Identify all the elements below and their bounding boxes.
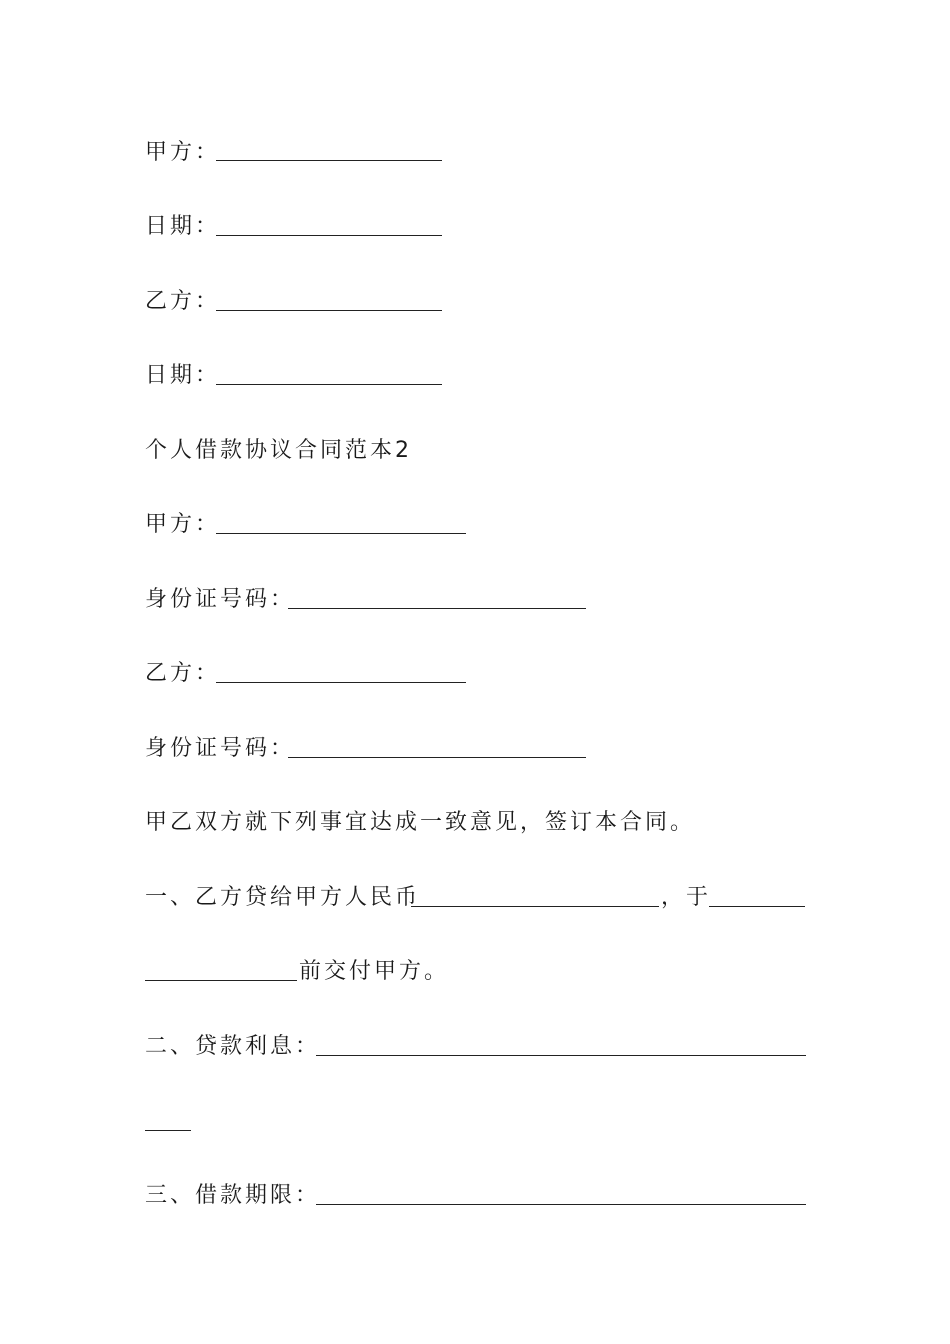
- agreement-sentence: 甲乙双方就下列事宜达成一致意见，签订本合同。: [145, 810, 696, 835]
- term-blank: [316, 1204, 806, 1205]
- party-b-label-2: 乙方：: [145, 661, 221, 686]
- clause-1-text: 一、乙方贷给甲方人民币: [145, 885, 421, 910]
- id-number-blank-2: [288, 757, 586, 758]
- party-b-label: 乙方：: [145, 289, 221, 314]
- id-number-blank: [288, 608, 586, 609]
- party-a-label: 甲方：: [145, 140, 221, 165]
- party-a-blank: [216, 160, 442, 161]
- interest-blank-continued: [145, 1130, 191, 1131]
- date-label-2: 日期：: [145, 363, 221, 388]
- section-title: 个人借款协议合同范本2: [145, 438, 412, 463]
- party-b-blank: [216, 310, 442, 311]
- party-a-blank-2: [216, 533, 466, 534]
- clause-1-ending: 前交付甲方。: [299, 959, 450, 984]
- party-b-blank-2: [216, 682, 466, 683]
- clause-2-label: 二、贷款利息：: [145, 1034, 321, 1059]
- date-label: 日期：: [145, 214, 221, 239]
- clause-3-label: 三、借款期限：: [145, 1183, 321, 1208]
- id-number-label-2: 身份证号码：: [145, 736, 296, 761]
- due-date-blank-continued: [145, 980, 297, 981]
- date-blank: [216, 235, 442, 236]
- due-date-blank: [709, 906, 805, 907]
- clause-1-connector: ，于: [661, 885, 712, 910]
- interest-blank: [316, 1055, 806, 1056]
- party-a-label-2: 甲方：: [145, 512, 221, 537]
- date-blank-2: [216, 384, 442, 385]
- id-number-label: 身份证号码：: [145, 587, 296, 612]
- amount-blank: [411, 906, 659, 907]
